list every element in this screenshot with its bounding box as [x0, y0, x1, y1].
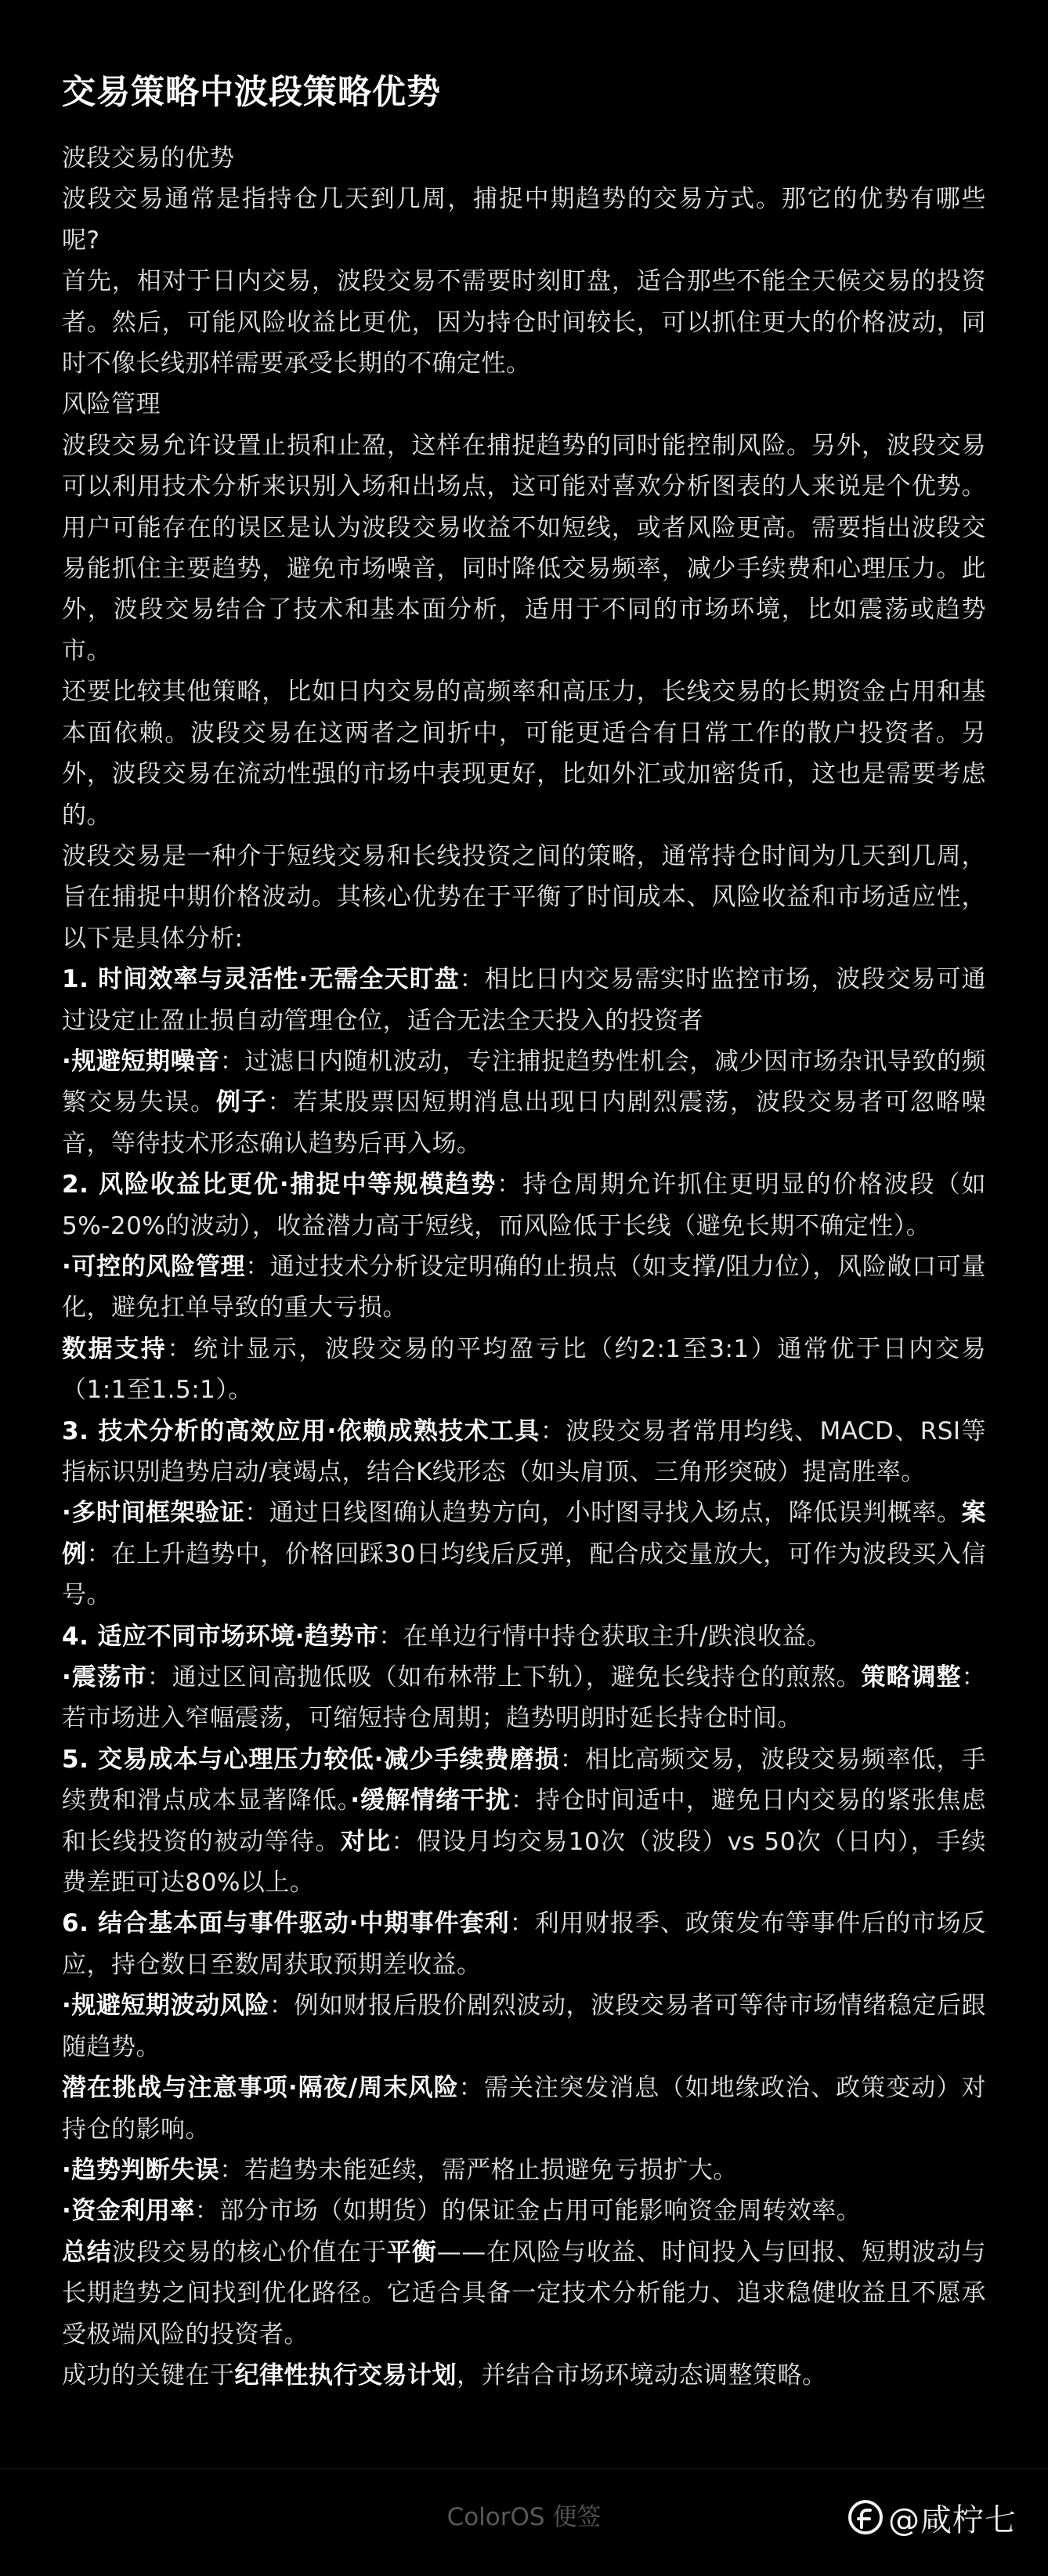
- note-title: 交易策略中波段策略优势: [62, 73, 441, 112]
- paragraph: [62, 1985, 986, 2068]
- text-segment: ：假设月均交易10次（波段）vs 50次（日内），手续费差距可达80%以上。: [62, 1827, 987, 1898]
- text-segment: ：需关注突发消息（如地缘政治、政策变动）对持仓的影响。: [62, 2074, 986, 2144]
- bold-text: ·缓解情绪干扰: [350, 1786, 511, 1815]
- paragraph: [62, 179, 986, 261]
- paragraph: [62, 2150, 986, 2191]
- paragraph: [62, 261, 986, 384]
- text-segment: ：在上升趋势中，价格回踩30日均线后反弹，配合成交量放大，可作为波段买入信号。: [62, 1539, 986, 1610]
- paragraph: [62, 1041, 986, 1164]
- paragraph: [62, 138, 986, 179]
- text-segment: ：持仓时间适中，避免日内交易的紧张焦虑和长线投资的被动等待。: [62, 1786, 987, 1856]
- text-segment: 风险管理: [62, 390, 161, 419]
- text-segment: ：若某股票因短期消息出现日内剧烈震荡，波段交易者可忽略噪音，等待技术形态确认趋势后再入场。: [62, 1088, 987, 1158]
- text-segment: 波段交易是一种介于短线交易和长线投资之间的策略，通常持仓时间为几天到几周，旨在捕捉中期价格波动。其核心优势在于平衡了时间成本、风险收益和市场适应性，以下是具体分析:: [62, 841, 986, 953]
- paragraph: [62, 1329, 986, 1411]
- bold-text: 总结: [62, 2238, 112, 2267]
- bold-text: 2. 风险收益比更优·捕捉中等规模趋势: [62, 1170, 497, 1199]
- paragraph: [62, 1492, 986, 1615]
- bold-text: 数据支持: [62, 1334, 168, 1363]
- paragraph: [62, 836, 986, 959]
- text-segment: ：持仓周期允许抓住更明显的价格波段（如5%-20%的波动），收益潜力高于短线，而风险低于长线（避免长期不确定性）。: [62, 1170, 987, 1240]
- paragraph: [62, 2232, 986, 2355]
- text-segment: 波段交易通常是指持仓几天到几周，捕捉中期趋势的交易方式。那它的优势有哪些呢?: [62, 185, 986, 255]
- text-segment: ：通过日线图确认趋势方向，小时图寻找入场点，降低误判概率。: [244, 1499, 962, 1528]
- bold-text: ·震荡市: [62, 1663, 147, 1692]
- bold-text: 纪律性执行交易计划: [234, 2361, 457, 2390]
- bold-text: 对比: [340, 1827, 392, 1856]
- bold-text: ·趋势判断失误: [62, 2155, 220, 2184]
- bold-text: 6. 结合基本面与事件驱动·中期事件套利: [62, 1909, 510, 1938]
- paragraph: [62, 384, 986, 425]
- bold-text: 策略调整: [861, 1663, 962, 1692]
- text-segment: ：例如财报后股价剧烈波动，波段交易者可等待市场情绪稳定后跟随趋势。: [62, 1992, 987, 2061]
- platform-logo-icon: [847, 2499, 884, 2535]
- text-segment: ：利用财报季、政策发布等事件后的市场反应，持仓数日至数周获取预期差收益。: [62, 1909, 986, 1979]
- paragraph: [62, 425, 986, 671]
- footer-divider: [0, 2468, 1048, 2469]
- paragraph: [62, 1411, 986, 1493]
- text-segment: ：相比高频交易，波段交易频率低，手续费和滑点成本显著降低。: [62, 1745, 986, 1815]
- author-handle: @咸柠七: [888, 2502, 1017, 2538]
- text-segment: ：波段交易者常用均线、MACD、RSI等指标识别趋势启动/衰竭点，结合K线形态（如头肩顶、三角形突破）提高胜率。: [62, 1416, 986, 1486]
- paragraph: [62, 1164, 986, 1246]
- bold-text: 案例: [62, 1499, 987, 1568]
- bold-text: 1. 时间效率与灵活性·无需全天盯盘: [62, 965, 460, 994]
- paragraph: [62, 1657, 986, 1739]
- text-segment: ：统计显示，波段交易的平均盈亏比（约2:1至3:1）通常优于日内交易（1:1至1.5:1）。: [62, 1334, 986, 1405]
- paragraph: [62, 671, 986, 836]
- bold-text: 潜在挑战与注意事项·隔夜/周末风险: [62, 2074, 459, 2103]
- author-watermark: [847, 2491, 1017, 2543]
- bold-text: 3. 技术分析的高效应用·依赖成熟技术工具: [62, 1416, 540, 1445]
- bold-text: 5. 交易成本与心理压力较低·减少手续费磨损: [62, 1745, 560, 1774]
- paragraph: [62, 2355, 986, 2396]
- paragraph: [62, 1903, 986, 1985]
- text-segment: ：若市场进入窄幅震荡，可缩短持仓周期；趋势明朗时延长持仓时间。: [62, 1663, 987, 1733]
- text-segment: ——在风险与收益、时间投入与回报、短期波动与长期趋势之间找到优化路径。它适合具备一定技术分析能力、追求稳健收益且不愿承受极端风险的投资者。: [62, 2238, 987, 2349]
- bold-text: 例子: [215, 1088, 268, 1117]
- bold-text: ·可控的风险管理: [62, 1252, 246, 1281]
- paragraph: [62, 1246, 986, 1329]
- note-content: [62, 61, 986, 2396]
- bold-text: ·规避短期波动风险: [62, 1992, 269, 2021]
- text-segment: ：过滤日内随机波动，专注捕捉趋势性机会，减少因市场杂讯导致的频繁交易失误。: [62, 1047, 986, 1117]
- bold-text: 平衡: [386, 2238, 437, 2267]
- text-segment: 波段交易允许设置止损和止盈，这样在捕捉趋势的同时能控制风险。另外，波段交易可以利用技术分析来识别入场和出场点，这可能对喜欢分析图表的人来说是个优势。用户可能存在的误区是认为波段交易收益不如短线，或者风险更高。需要指出波段交易能抓住主要趋势，避免市场噪音，同时降低交易频率，减少手续费和心理压力。此外，波段交易结合了技术和基本面分析，适用于不同的市场环境，比如震荡或趋势市。: [62, 431, 986, 665]
- paragraph: [62, 2068, 986, 2150]
- text-segment: ：相比日内交易需实时监控市场，波段交易可通过设定止盈止损自动管理仓位，适合无法全天投入的投资者: [62, 965, 986, 1035]
- bold-text: 4. 适应不同市场环境·趋势市: [62, 1622, 379, 1651]
- bold-text: ·多时间框架验证: [62, 1499, 245, 1528]
- bold-text: ·规避短期噪音: [62, 1047, 220, 1076]
- note-body: [62, 138, 986, 2396]
- paragraph: [62, 2191, 986, 2231]
- text-segment: 成功的关键在于: [62, 2361, 235, 2390]
- text-segment: 波段交易的核心价值在于: [111, 2238, 387, 2267]
- bold-text: ·资金利用率: [62, 2197, 195, 2226]
- app-signature: ColorOS 便签: [446, 2503, 602, 2531]
- paragraph: [62, 1616, 986, 1657]
- text-segment: ：若趋势未能延续，需严格止损避免亏损扩大。: [219, 2155, 738, 2184]
- text-segment: ：在单边行情中持仓获取主升/跌浪收益。: [378, 1622, 832, 1651]
- text-segment: ：通过技术分析设定明确的止损点（如支撑/阻力位），风险敞口可量化，避免扛单导致的重大亏损。: [62, 1252, 986, 1322]
- text-segment: ，并结合市场环境动态调整策略。: [457, 2361, 827, 2390]
- paragraph: [62, 959, 986, 1041]
- paragraph: [62, 1739, 986, 1904]
- text-segment: 还要比较其他策略，比如日内交易的高频率和高压力，长线交易的长期资金占用和基本面依赖。波段交易在这两者之间折中，可能更适合有日常工作的散户投资者。另外，波段交易在流动性强的市场中表现更好，比如外汇或加密货币，这也是需要考虑的。: [62, 678, 986, 830]
- text-segment: ：部分市场（如期货）的保证金占用可能影响资金周转效率。: [194, 2197, 862, 2226]
- text-segment: 波段交易的优势: [62, 144, 235, 172]
- text-segment: ：通过区间高抛低吸（如布林带上下轨），避免长线持仓的煎熬。: [146, 1663, 862, 1692]
- text-segment: 首先，相对于日内交易，波段交易不需要时刻盯盘，适合那些不能全天候交易的投资者。然后，可能风险收益比更优，因为持仓时间较长，可以抓住更大的价格波动，同时不像长线那样需要承受长期的不确定性。: [62, 267, 986, 378]
